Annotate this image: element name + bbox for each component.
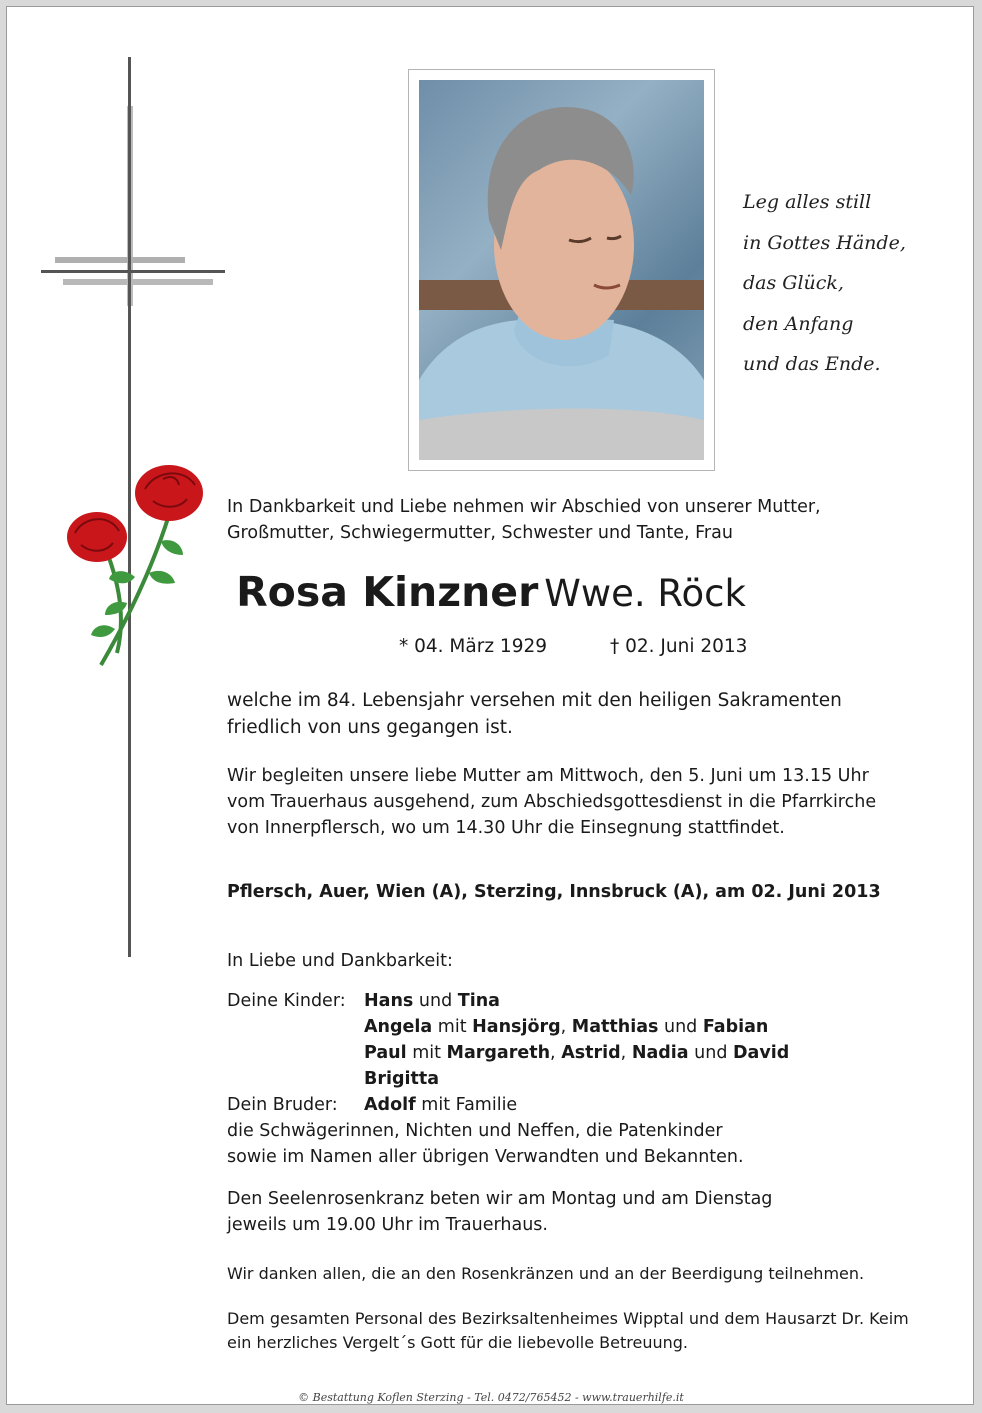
poem-line: und das Ende. xyxy=(743,353,881,375)
portrait-frame xyxy=(408,69,715,471)
connector: und xyxy=(658,1017,703,1037)
cross-shadow-bottom xyxy=(63,279,213,285)
grandchild-name: Astrid xyxy=(561,1043,621,1063)
thanks-staff xyxy=(227,1307,909,1355)
spouse-name: Hansjörg xyxy=(472,1017,561,1037)
brother-row xyxy=(364,1092,517,1118)
cross-shadow-top xyxy=(55,257,185,263)
mourners-heading: In Liebe und Dankbarkeit: xyxy=(227,951,453,971)
deceased-name-suffix: Wwe. Röck xyxy=(544,572,746,615)
intro-line: In Dankbarkeit und Liebe nehmen wir Abschied von unserer Mutter, xyxy=(227,497,821,517)
rosary-line: jeweils um 19.00 Uhr im Trauerhaus. xyxy=(227,1215,548,1235)
thanks-staff-line: ein herzliches Vergelt´s Gott für die liebevolle Betreuung. xyxy=(227,1333,688,1352)
portrait-illustration xyxy=(419,80,704,460)
roses-icon xyxy=(57,453,207,669)
connector: und xyxy=(413,991,458,1011)
grandchild-name: Matthias xyxy=(571,1017,659,1037)
other-mourners-line: die Schwägerinnen, Nichten und Neffen, die Patenkinder xyxy=(227,1121,723,1141)
child-name: Paul xyxy=(364,1043,407,1063)
intro-text xyxy=(227,494,821,546)
grandchild-name: Nadia xyxy=(631,1043,689,1063)
poem xyxy=(743,182,943,385)
children-row xyxy=(364,1014,768,1040)
grandchild-name: David xyxy=(733,1043,790,1063)
obituary-card xyxy=(6,6,974,1405)
portrait-photo xyxy=(419,80,704,460)
deceased-first-name: Rosa Kinzner xyxy=(236,568,539,616)
spouse-name: Tina xyxy=(457,991,500,1011)
child-name: Hans xyxy=(364,991,414,1011)
thanks-text: Wir danken allen, die an den Rosenkränzen und an der Beerdigung teilnehmen. xyxy=(227,1264,865,1283)
poem-line: Leg alles still xyxy=(743,191,872,213)
brother-family: mit Familie xyxy=(415,1095,518,1115)
birth-date: * 04. März 1929 xyxy=(399,636,548,657)
children-label: Deine Kinder: xyxy=(227,991,346,1011)
passing-line: friedlich von uns gegangen ist. xyxy=(227,717,513,738)
child-name: Angela xyxy=(364,1017,433,1037)
poem-line: in Gottes Hände, xyxy=(743,231,906,254)
intro-line: Großmutter, Schwiegermutter, Schwester und Tante, Frau xyxy=(227,523,733,543)
other-mourners xyxy=(227,1118,744,1170)
places-date: Pflersch, Auer, Wien (A), Sterzing, Innsbruck (A), am 02. Juni 2013 xyxy=(227,882,881,902)
cross-horizontal-beam xyxy=(41,270,225,273)
connector: und xyxy=(688,1043,734,1063)
connector: mit xyxy=(406,1043,447,1063)
funeral-text xyxy=(227,763,876,841)
passing-text xyxy=(227,687,842,741)
spouse-name: Margareth xyxy=(446,1043,551,1063)
grandchild-name: Fabian xyxy=(702,1017,769,1037)
other-mourners-line: sowie im Namen aller übrigen Verwandten und Bekannten. xyxy=(227,1147,744,1167)
passing-line: welche im 84. Lebensjahr versehen mit den heiligen Sakramenten xyxy=(227,690,842,711)
thanks-staff-line: Dem gesamten Personal des Bezirksaltenheimes Wipptal und dem Hausarzt Dr. Keim xyxy=(227,1309,909,1328)
rosary-text xyxy=(227,1186,772,1238)
footer-imprint: © Bestattung Koflen Sterzing - Tel. 0472/765452 - www.trauerhilfe.it xyxy=(298,1391,684,1404)
poem-line: den Anfang xyxy=(743,312,854,335)
funeral-line: vom Trauerhaus ausgehend, zum Abschiedsgottesdienst in die Pfarrkirche xyxy=(227,792,877,812)
child-name: Brigitta xyxy=(364,1069,440,1089)
brother-name: Adolf xyxy=(364,1095,416,1115)
children-row xyxy=(364,1040,789,1066)
connector: , xyxy=(620,1043,632,1063)
connector: , xyxy=(560,1017,572,1037)
children-row xyxy=(364,988,500,1014)
funeral-line: Wir begleiten unsere liebe Mutter am Mittwoch, den 5. Juni um 13.15 Uhr xyxy=(227,766,869,786)
connector: mit xyxy=(432,1017,473,1037)
rosary-line: Den Seelenrosenkranz beten wir am Montag und am Dienstag xyxy=(227,1189,773,1209)
death-date: † 02. Juni 2013 xyxy=(610,636,748,657)
funeral-line: von Innerpflersch, wo um 14.30 Uhr die Einsegnung stattfindet. xyxy=(227,818,785,838)
deceased-name xyxy=(7,565,975,621)
children-row xyxy=(364,1066,439,1092)
connector: , xyxy=(550,1043,562,1063)
poem-line: das Glück, xyxy=(743,272,844,294)
brother-label: Dein Bruder: xyxy=(227,1095,338,1115)
